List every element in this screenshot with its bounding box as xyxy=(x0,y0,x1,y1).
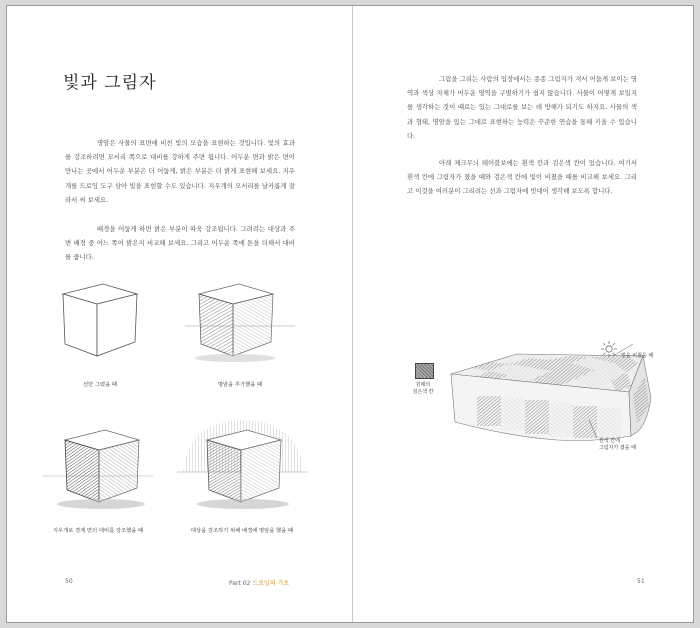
cube-line-drawing xyxy=(55,278,145,368)
swatch-label: 원래의 검은색 칸 xyxy=(412,382,434,395)
figure-caption: 선만 그렸을 때 xyxy=(82,382,118,388)
cube-shaded-drawing xyxy=(185,278,295,368)
body-paragraph xyxy=(65,136,295,207)
sun-icon xyxy=(600,340,618,358)
body-paragraph xyxy=(407,72,637,143)
paragraph-text: 명암은 사물의 표면에 비친 빛의 모습을 표현하는 것입니다. 빛의 효과를 강조하려면 모서리 쪽으로 대비를 강하게 주면 됩니다. 어두운 면과 밝은 면이 만나는 곳에서 어두운 부분은 더 어둡게, 밝은 부분은 더 밝게 표현해 보세요. 지우개를 드로잉 도구 삼아 빛을 표현할 수도 있습니다. 지우개의 모서리를 날카롭게 잘라서 써 보세요. xyxy=(65,139,295,204)
black-square-swatch xyxy=(415,363,434,379)
page-number: 51 xyxy=(637,578,645,585)
body-paragraph xyxy=(65,222,295,265)
paragraph-text: 아래 체크무늬 테이블보에는 흰색 칸과 검은색 칸이 있습니다. 여기서 흰색 칸에 그림자가 졌을 때와 검은색 칸에 빛이 비쳤을 때를 비교해 보세요. 그리고 이것을 여러분이 그리려는 선과 그림자에 빗대어 생각해 보도록 합니다. xyxy=(407,159,637,196)
page-gutter xyxy=(352,6,353,622)
light-label: 빛을 비췄을 때 xyxy=(621,353,654,359)
shadow-label: 흰색 칸에 그림자가 졌을 때 xyxy=(599,438,636,451)
running-head xyxy=(229,578,289,587)
figure-caption: 대상을 강조하기 위해 배경에 명암을 했을 때 xyxy=(190,528,294,534)
book-spread xyxy=(6,5,694,623)
page-title: 빛과 그림자 xyxy=(63,73,157,93)
body-paragraph xyxy=(407,156,637,199)
running-head-title: 드로잉의 기초 xyxy=(252,580,289,587)
cube-eraser-drawing xyxy=(43,424,153,514)
page-number: 50 xyxy=(65,578,73,585)
paragraph-text: 배경을 어둡게 하면 밝은 부분이 따욱 강조됩니다. 그려려는 대상과 주변 배경 중 어느 쪽이 밝은지 비교해 보세요. 그리고 어두운 쪽에 톤을 더해서 대비를 줍니다. xyxy=(65,225,295,262)
figure-caption: 명암을 추가했을 때 xyxy=(217,382,263,388)
running-head-part: Part 02 xyxy=(229,580,251,587)
cube-background-drawing xyxy=(177,414,307,514)
figure-caption: 지우개로 경계 면의 대비를 강조했을 때 xyxy=(52,528,144,534)
paragraph-text: 그림을 그리는 사람의 입장에서는 종종 그림자가 져서 어둡게 보이는 영역과 색상 자체가 어두운 영역을 구별하기가 쉽지 않습니다. 사물이 어떻게 보일지를 생각하는 것이 때로는 있는 그대로를 보는 데 방해가 되기도 하지요. 사물의 색과 형태, 명암을 있는 그대로 표현하는 능력은 꾸준한 연습을 통해 키울 수 있습니다. xyxy=(407,75,637,140)
